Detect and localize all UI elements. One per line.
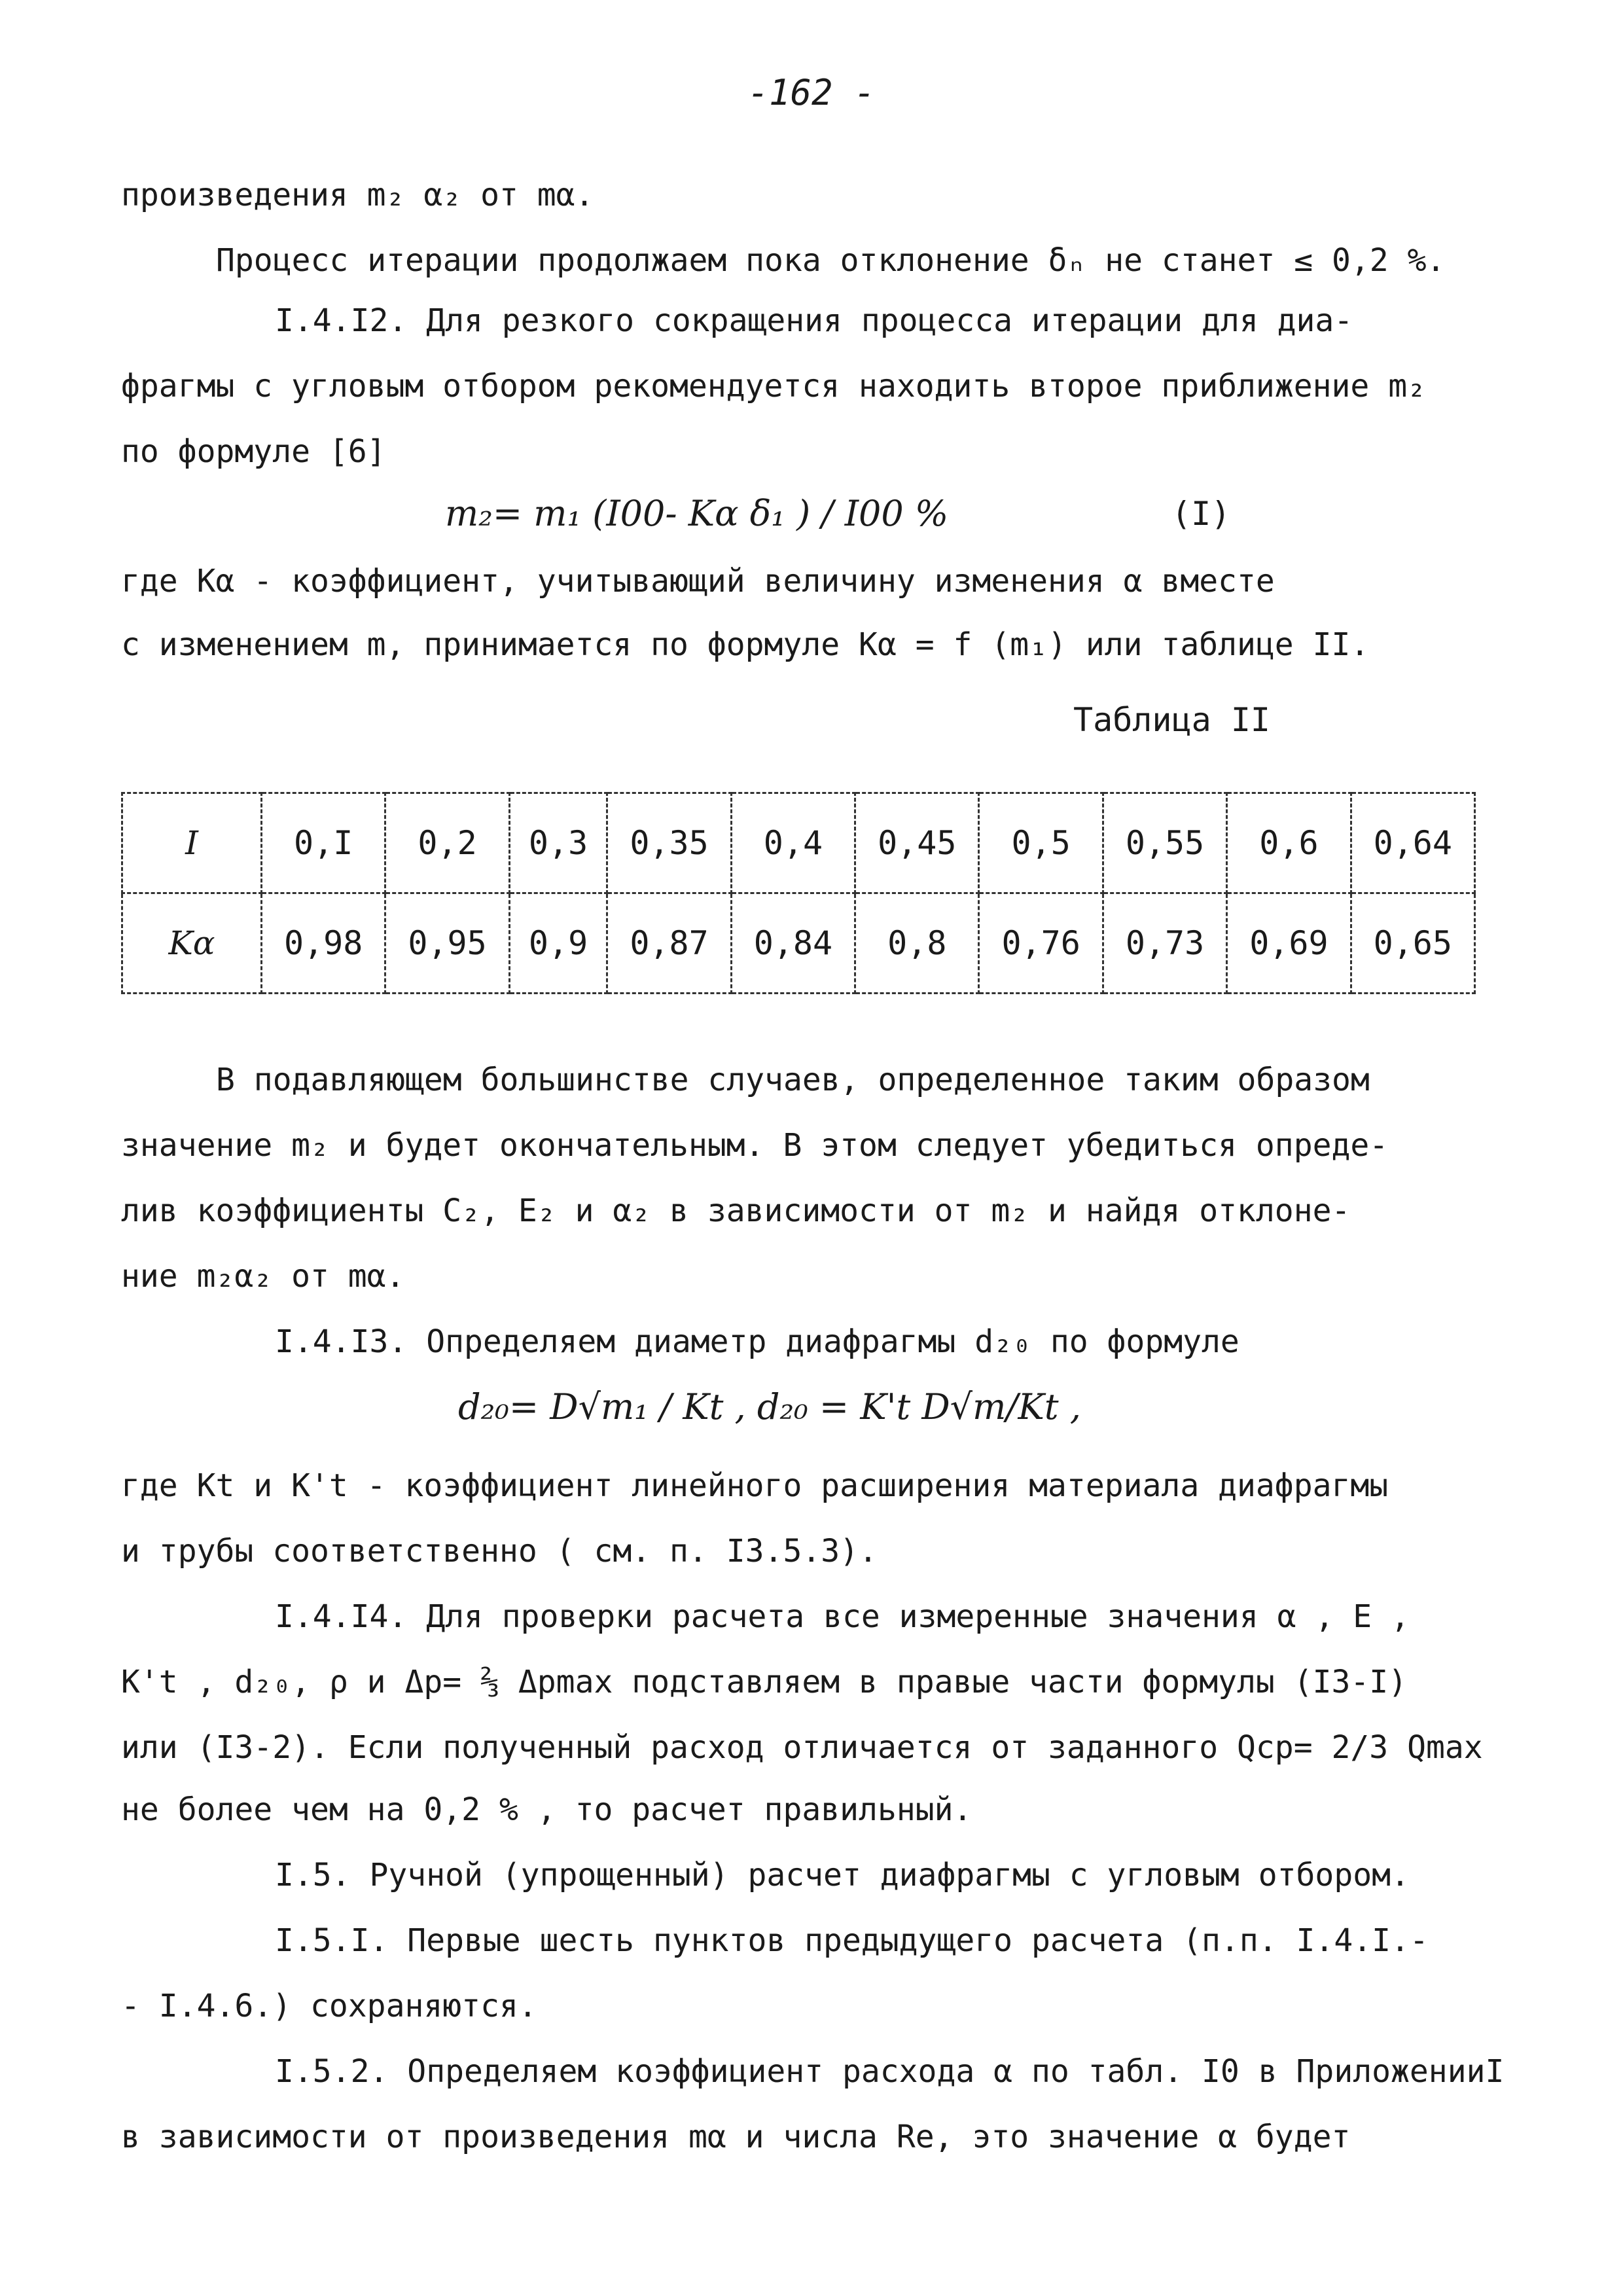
table-cell: 0,69 [1227, 893, 1351, 994]
formula-m2: m₂= m₁ (I00- Kα δ₁ ) / I00 % [445, 493, 949, 534]
table-row [122, 793, 1475, 893]
table-cell: 0,95 [385, 893, 509, 994]
text-line: I.5.2. Определяем коэффициент расхода α по табл. I0 в ПриложенииI [275, 2053, 1505, 2090]
text-line: значение m₂ и будет окончательным. В этом следует убедиться опреде- [121, 1127, 1389, 1164]
table-cell: 0,87 [607, 893, 731, 994]
table-cell: 0,35 [607, 793, 731, 893]
text-line: ние m₂α₂ от mα. [121, 1258, 405, 1295]
text-line: - I.4.6.) сохраняются. [121, 1988, 537, 2024]
table-cell: 0,4 [731, 793, 855, 893]
text-line: фрагмы с угловым отбором рекомендуется находить второе приближение m₂ [121, 368, 1426, 404]
table-cell: 0,76 [979, 893, 1103, 994]
formula-d20: d₂₀= D√m₁ / Kt , d₂₀ = K't D√m/Kt , [458, 1386, 1081, 1427]
text-line: где Kα - коэффициент, учитывающий величину изменения α вместе [121, 563, 1275, 600]
text-line: по формуле [6] [121, 433, 386, 470]
text-line: I.5.I. Первые шесть пунктов предыдущего расчета (п.п. I.4.I.- [275, 1922, 1429, 1959]
table-cell: 0,55 [1103, 793, 1226, 893]
text-line: в зависимости от произведения mα и числа Re, это значение α будет [121, 2119, 1351, 2155]
table-cell: 0,9 [509, 893, 607, 994]
table-cell: 0,98 [262, 893, 385, 994]
formula-number: (I) [1171, 495, 1231, 533]
table-cell: 0,I [262, 793, 385, 893]
table-row-header: I [122, 793, 262, 893]
text-line: I.4.I2. Для резкого сокращения процесса итерации для диа- [275, 302, 1353, 339]
text-line: лив коэффициенты C₂, E₂ и α₂ в зависимости от m₂ и найдя отклоне- [121, 1193, 1351, 1229]
table-row [122, 893, 1475, 994]
table-caption: Таблица II [1073, 701, 1271, 739]
text-line: I.4.I3. Определяем диаметр диафрагмы d₂₀ по формуле [275, 1323, 1240, 1360]
table-cell: 0,6 [1227, 793, 1351, 893]
table-cell: 0,64 [1351, 793, 1474, 893]
table-cell: 0,65 [1351, 893, 1474, 994]
text-line: I.4.I4. Для проверки расчета все измеренные значения α , E , [275, 1598, 1410, 1635]
page-number: -162 - [747, 72, 876, 113]
coefficient-table [121, 792, 1476, 994]
table-cell: 0,84 [731, 893, 855, 994]
text-line: произведения m₂ α₂ от mα. [121, 177, 594, 213]
table-cell: 0,5 [979, 793, 1103, 893]
table-cell: 0,45 [855, 793, 979, 893]
table-cell: 0,3 [509, 793, 607, 893]
text-line: и трубы соответственно ( см. п. I3.5.3). [121, 1533, 878, 1570]
text-line: где Kt и K't - коэффициент линейного расширения материала диафрагмы [121, 1467, 1389, 1504]
text-line: Процесс итерации продолжаем пока отклонение δₙ не станет ≤ 0,2 %. [216, 242, 1446, 279]
text-line: или (I3-2). Если полученный расход отличается от заданного Qср= 2/3 Qmax [121, 1729, 1483, 1766]
text-line: I.5. Ручной (упрощенный) расчет диафрагмы с угловым отбором. [275, 1857, 1410, 1893]
text-line: В подавляющем большинстве случаев, определенное таким образом [216, 1062, 1370, 1098]
text-line: K't , d₂₀, ρ и Δp= ⅔ Δpmax подставляем в правые части формулы (I3-I) [121, 1664, 1408, 1700]
text-line: с изменением m, принимается по формуле Kα = f (m₁) или таблице II. [121, 626, 1370, 663]
text-line: не более чем на 0,2 % , то расчет правильный. [121, 1791, 972, 1828]
table-cell: 0,8 [855, 893, 979, 994]
table-cell: 0,73 [1103, 893, 1226, 994]
table-cell: 0,2 [385, 793, 509, 893]
table-row-header: Kα [122, 893, 262, 994]
